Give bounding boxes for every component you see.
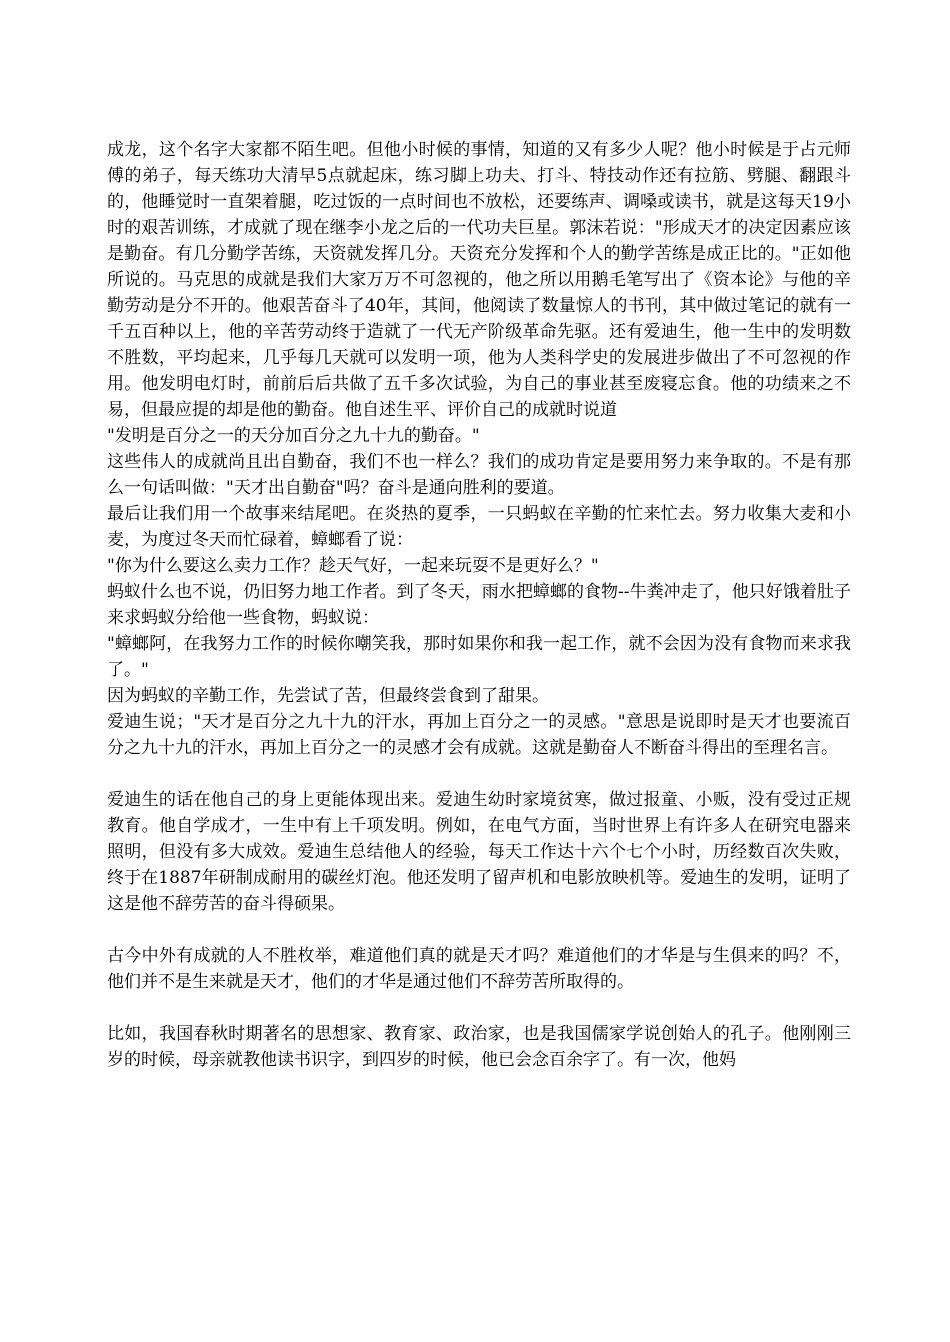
paragraph-ant-reply: "蟑螂阿，在我努力工作的时候你嘲笑我，那时如果你和我一起工作，就不会因为没有食物而来求我了。" [107,634,851,680]
paragraph-jackie-chan-intro: 成龙，这个名字大家都不陌生吧。但他小时候的事情，知道的又有多少人呢？他小时候是于占元师傅的弟子，每天练功大清早5点就起床，练习脚上功夫、打斗、特技动作还有拉筋、劈腿、翻跟斗的，他睡觉时一直架着腿，吃过饭的一点时间也不放松，还要练声、调嗓或读书，就是这每天19小时的艰苦训练，才成就了现在继李小龙之后的一代功夫巨星。郭沫若说："形成天才的决定因素应该是勤奋。有几分勤学苦练，天资就发挥几分。天资充分发挥和个人的勤学苦练是成正比的。"正如他所说的。马克思的成就是我们大家万万不可忽视的，他之所以用鹅毛笔写出了《资本论》与他的辛勤劳动是分不开的。他艰苦奋斗了40年，其间，他阅读了数量惊人的书刊，其中做过笔记的就有一千五百种以上，他的辛苦劳动终于造就了一代无产阶级革命先驱。还有爱迪生，他一生中的发明数不胜数，平均起来，几乎每几天就可以发明一项，他为人类科学史的发展进步做出了不可忽视的作用。他发明电灯时，前前后后共做了五千多次试验，为自己的事业甚至废寝忘食。他的功绩来之不易，但最应提的却是他的勤奋。他自述生平、评价自己的成就时说道 [107,140,851,420]
paragraph-achievers-not-born: 古今中外有成就的人不胜枚举，难道他们真的就是天才吗？难道他们的才华是与生俱来的吗？不，他们并不是生来就是天才，他们的才华是通过他们不辞劳苦所取得的。 [107,946,851,992]
paragraph-cockroach-question: "你为什么要这么卖力工作？趁天气好，一起来玩耍不是更好么？" [107,556,599,576]
paragraph-spacer [107,917,851,943]
paragraph-edison-genius-quote: 爱迪生说；"天才是百分之九十九的汗水，再加上百分之一的灵感。"意思是说即时是天才也要流百分之九十九的汗水，再加上百分之一的灵感才会有成就。这就是勤奋人不断奋斗得出的至理名言。 [107,712,851,758]
paragraph-edison-life: 爱迪生的话在他自己的身上更能体现出来。爱迪生幼时家境贫寒，做过报童、小贩，没有受过正规教育。他自学成才，一生中有上千项发明。例如，在电气方面，当时世界上有许多人在研究电器来照明，但没有多大成效。爱迪生总结他人的经验，每天工作达十六个七个小时，历经数百次失败，终于在1887年研制成耐用的碳丝灯泡。他还发明了留声机和电影放映机等。爱迪生的发明，证明了这是他不辞劳苦的奋斗得硕果。 [107,790,851,914]
paragraph-ant-sweet-fruit: 因为蚂蚁的辛勤工作，先尝试了苦，但最终尝食到了甜果。 [107,686,549,706]
paragraph-ant-story-intro: 最后让我们用一个故事来结尾吧。在炎热的夏季，一只蚂蚁在辛勤的忙来忙去。努力收集大麦和小麦，为度过冬天而忙碌着，蟑螂看了说： [107,504,851,550]
paragraph-success-needs-effort: 这些伟人的成就尚且出自勤奋，我们不也一样么？我们的成功肯定是要用努力来争取的。不是有那么一句话叫做："天才出自勤奋"吗？奋斗是通向胜利的要道。 [107,452,851,498]
paragraph-spacer [107,761,851,787]
paragraph-spacer [107,995,851,1021]
paragraph-edison-quote-diligence: "发明是百分之一的天分加百分之九十九的勤奋。" [107,426,480,446]
document-page [107,137,851,1073]
paragraph-winter-comes: 蚂蚁什么也不说，仍旧努力地工作者。到了冬天，雨水把蟑螂的食物--牛粪冲走了，他只好饿着肚子来求蚂蚁分给他一些食物，蚂蚁说： [107,582,851,628]
paragraph-confucius: 比如，我国春秋时期著名的思想家、教育家、政治家，也是我国儒家学说创始人的孔子。他刚刚三岁的时候，母亲就教他读书识字，到四岁的时候，他已会念百余字了。有一次，他妈 [107,1024,851,1070]
